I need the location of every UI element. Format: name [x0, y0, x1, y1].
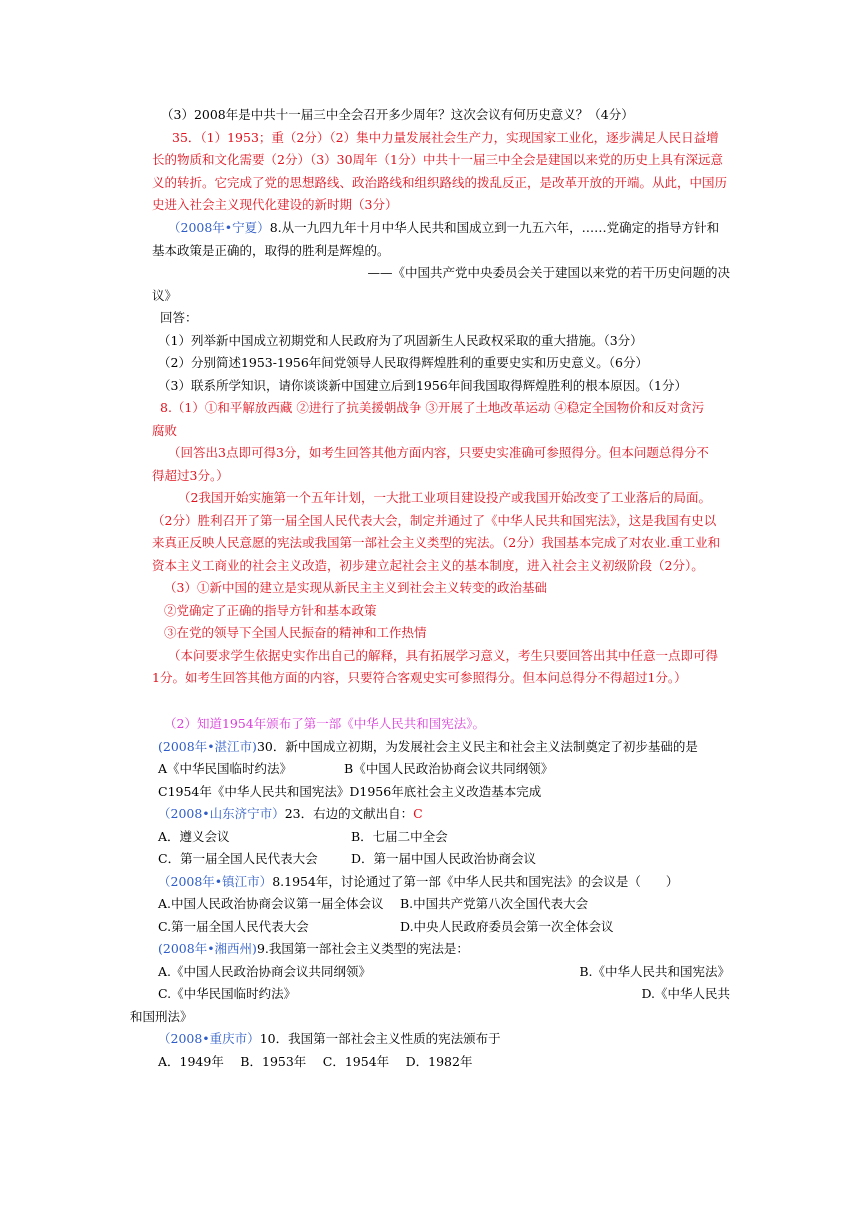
q8-answer2-line: （2我国开始实施第一个五年计划，一大批工业项目建设投产或我国开始改变了工业落后的局面。	[178, 490, 711, 505]
q8-note3: （本问要求学生依据史实作出自己的解释，具有拓展学习意义，考生只要回答出其中任意一点即可得	[168, 647, 719, 663]
q8-citation: ——《中国共产党中央委员会关于建国以来党的若干历史问题的决	[367, 265, 730, 280]
q8-question: （2）分别简述1953-1956年间党领导人民取得辉煌胜利的重要史实和历史意义。（6分）	[158, 355, 649, 370]
q8-note1-cont: 得超过3分。）	[152, 467, 229, 483]
q8-answer1: 8.（1）①和平解放西藏 ②进行了抗美援朝战争 ③开展了土地改革运动 ④稳定全国物价和反对贪污	[160, 400, 705, 415]
q23-options-ab	[158, 826, 730, 849]
q8-block	[152, 217, 730, 690]
topic2-block	[130, 713, 730, 1073]
q8-answer1-cont: 腐败	[152, 422, 178, 438]
q23-option-b: B．七届二中全会	[351, 828, 448, 844]
q9-option-d: D.《中华人民共	[641, 986, 730, 1001]
q10-stem: （2008•重庆市）10．我国第一部社会主义性质的宪法颁布于	[158, 1031, 501, 1046]
q9-option-a: A.《中国人民政治协商会议共同纲领》	[158, 963, 372, 979]
q35-part3: （3）2008年是中共十一届三中全会召开多少周年？这次会议有何历史意义？（4分）	[161, 107, 634, 122]
q8-note1: （回答出3点即可得3分，如考生回答其他方面内容，只要史实准确可参照得分。但本问题总得分不	[168, 445, 709, 460]
q10-options: A．1949年 B．1953年 C．1954年 D．1982年	[158, 1053, 473, 1069]
q8-stem-line2: 基本政策是正确的，取得的胜利是辉煌的。	[152, 242, 390, 258]
q23-option-c: C．第一届全国人民代表大会	[158, 851, 318, 866]
q8-stem: 8.从一九四九年十月中华人民共和国成立到一九五六年，……党确定的指导方针和	[269, 220, 720, 235]
q9-source: (2008年•湘西州)	[158, 941, 257, 956]
q9-option-d-cont: 和国刑法》	[130, 1008, 193, 1024]
q8b-option-d: D.中央人民政府委员会第一次全体会议	[400, 918, 614, 934]
q8-question: （3）联系所学知识，请你谈谈新中国建立后到1956年间我国取得辉煌胜利的根本原因。（1分）	[158, 377, 687, 393]
q8-answer2-line: 来真正反映人民意愿的宪法或我国第一部社会主义类型的宪法。（2分）我国基本完成了对农业.重工业和	[152, 535, 721, 550]
q8-citation-cont: 议》	[152, 287, 178, 303]
q35-block	[152, 104, 730, 217]
topic2-heading: （2）知道1954年颁布了第一部《中华人民共和国宪法》。	[164, 716, 486, 731]
q8-source: （2008年•宁夏）	[168, 220, 270, 235]
q9-options-ab	[158, 961, 730, 984]
q8b-option-a: A.中国人民政治协商会议第一届全体会议	[158, 896, 384, 911]
q23-answer: C	[413, 806, 423, 821]
q8-answer3-line: （3）①新中国的建立是实现从新民主主义到社会主义转变的政治基础	[164, 580, 547, 595]
q23-option-a: A．遵义会议	[158, 828, 230, 844]
q9-stem: (2008年•湘西州)9.我国第一部社会主义类型的宪法是：	[158, 941, 469, 956]
q8b-option-b: B.中国共产党第八次全国代表大会	[400, 896, 589, 911]
q8b-stem: （2008年•镇江市）8.1954年，讨论通过了第一部《中华人民共和国宪法》的会议是（ ）	[158, 873, 679, 889]
q9-option-b: B.《中华人民共和国宪法》	[579, 963, 730, 979]
q8-answer-prompt: 回答：	[160, 310, 198, 325]
q8b-options-cd	[158, 916, 730, 939]
q35-answer-line: 长的物质和文化需要（2分）（3）30周年（1分）中共十一届三中全会是建国以来党的历史上具有深远意	[152, 152, 724, 167]
q30-source: (2008年•湛江市)	[158, 738, 257, 754]
q35-answer-line: 史进入社会主义现代化建设的新时期（3分）	[152, 197, 398, 212]
q23-source: （2008•山东济宁市）	[158, 806, 285, 821]
q30-options-cd: C1954年《中华人民共和国宪法》D1956年底社会主义改造基本完成	[158, 783, 542, 799]
q8-answer3-line: ②党确定了正确的指导方针和基本政策	[164, 602, 377, 618]
q35-answer-line: 义的转折。它完成了党的思想路线、政治路线和组织路线的拨乱反正，是改革开放的开端。从此，中国历	[152, 174, 728, 190]
q9-option-c: C.《中华民国临时约法》	[158, 986, 297, 1001]
q8-question: （1）列举新中国成立初期党和人民政府为了巩固新生人民政权采取的重大措施。（3分）	[158, 332, 643, 348]
q23-options-cd	[158, 848, 730, 871]
q8-note3-cont: 1分。如考生回答其他方面的内容，只要符合客观史实可参照得分。但本问总得分不得超过1分。）	[152, 670, 687, 685]
q8-stem-line1	[158, 217, 730, 240]
q30-options-ab	[158, 758, 730, 781]
q30-option-b: B《中国人民政治协商会议共同纲领》	[344, 761, 554, 776]
q30-stem: (2008年•湛江市)30．新中国成立初期，为发展社会主义民主和社会主义法制奠定了初步基础的是	[158, 738, 698, 754]
q8b-option-c: C.第一届全国人民代表大会	[158, 918, 309, 934]
q35-answer-line: 35．（1）1953；重（2分）（2）集中力量发展社会生产力，实现国家工业化，逐步满足人民日益增	[172, 129, 719, 145]
q8b-options-ab	[158, 893, 730, 916]
q9-options-cd	[158, 983, 730, 1006]
q10-source: （2008•重庆市）	[158, 1031, 260, 1046]
q8-answer2-line: （2分）胜利召开了第一届全国人民代表大会，制定并通过了《中华人民共和国宪法》，这是我国有史以	[152, 512, 717, 528]
q30-option-a: A《中华民国临时约法》	[158, 761, 293, 776]
q8-answer3-line: ③在党的领导下全国人民振奋的精神和工作热情	[164, 625, 427, 640]
q23-stem: （2008•山东济宁市）23．右边的文献出自：C	[158, 806, 423, 821]
q23-option-d: D．第一届中国人民政治协商会议	[351, 851, 537, 866]
q8b-source: （2008年•镇江市）	[158, 873, 273, 889]
q8-answer2-line: 资本主义工商业的社会主义改造，初步建立起社会主义的基本制度，进入社会主义初级阶段（2分）。	[152, 557, 704, 573]
